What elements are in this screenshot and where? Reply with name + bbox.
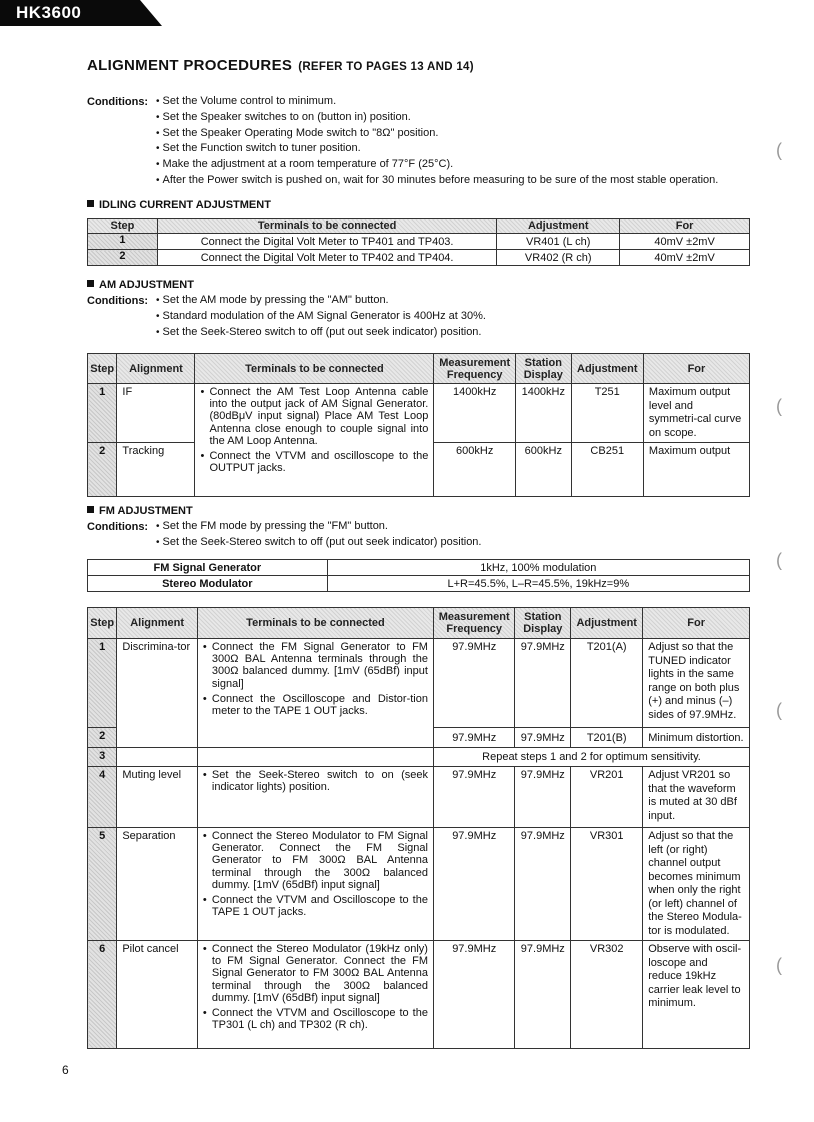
station-cell: 97.9MHz: [515, 828, 571, 941]
table-row: [88, 576, 750, 592]
for-cell: Adjust so that the left (or right) channel output becomes minimum when only the right (or left) channel of the Stereo Modula-tor is modulated.: [643, 828, 750, 941]
condition-item: • After the Power switch is pushed on, wait for 30 minutes before measuring to be sure of the most stable operation.: [156, 173, 718, 189]
table-row: [88, 639, 750, 728]
idling-heading-text: IDLING CURRENT ADJUSTMENT: [99, 199, 271, 211]
terminals-list: [203, 830, 428, 918]
adjustment-cell: VR402 (R ch): [497, 250, 620, 266]
col-header: Step: [88, 354, 117, 384]
step-cell: 1: [88, 639, 117, 728]
am-conditions-label: Conditions:: [87, 295, 149, 307]
terminals-cell: [197, 748, 433, 767]
idling-heading: [87, 199, 271, 211]
adjustment-cell: VR201: [571, 767, 643, 828]
table-row: [88, 234, 750, 250]
condition-item: • Set the Seek-Stereo switch to off (put out seek indicator) position.: [156, 535, 481, 551]
for-cell: Maximum output level and symmetri-cal curve on scope.: [643, 384, 749, 443]
condition-item: • Set the Speaker Operating Mode switch to "8Ω" position.: [156, 126, 718, 142]
conditions-list: [156, 94, 718, 189]
freq-cell: 97.9MHz: [433, 941, 514, 1049]
condition-item: • Set the Function switch to tuner position.: [156, 141, 718, 157]
page-title: [87, 57, 474, 74]
binding-hole-mark: (: [776, 550, 782, 570]
col-header: Terminals to be connected: [195, 354, 434, 384]
adjustment-cell: VR301: [571, 828, 643, 941]
step-cell: 2: [88, 443, 117, 497]
station-cell: 97.9MHz: [515, 941, 571, 1049]
alignment-cell: Discrimina-tor: [117, 639, 198, 748]
step-cell: 1: [88, 234, 158, 250]
step-cell: 2: [88, 728, 117, 748]
col-header: Terminals to be connected: [157, 219, 496, 234]
station-cell: 97.9MHz: [515, 639, 571, 728]
fm-generator-table: [87, 559, 750, 592]
table-row: [88, 828, 750, 941]
col-header: Adjustment: [497, 219, 620, 234]
terminal-step: • Connect the Oscilloscope and Distor-tion meter to the TAPE 1 OUT jacks.: [203, 693, 428, 717]
fm-table: [87, 607, 750, 1049]
table-row: [88, 767, 750, 828]
terminal-step: • Connect the Stereo Modulator to FM Signal Generator. Connect the FM Signal Generator to FM 300Ω BAL Antenna terminal through the 300Ω balanced dummy. [1mV (65dBf) input signal]: [203, 830, 428, 891]
merged-note-cell: Repeat steps 1 and 2 for optimum sensitivity.: [433, 748, 749, 767]
condition-item: • Set the Speaker switches to on (button in) position.: [156, 110, 718, 126]
terminals-cell: [197, 941, 433, 1049]
col-header: Measurement Frequency: [433, 608, 514, 639]
freq-cell: 97.9MHz: [433, 828, 514, 941]
col-header: Terminals to be connected: [197, 608, 433, 639]
fm-conditions-list: [156, 519, 481, 551]
binding-hole-mark: (: [776, 140, 782, 160]
alignment-cell: IF: [117, 384, 195, 443]
freq-cell: 97.9MHz: [433, 639, 514, 728]
col-header: Step: [88, 608, 117, 639]
freq-cell: 97.9MHz: [433, 728, 514, 748]
title-reference: (REFER TO PAGES 13 AND 14): [298, 61, 474, 73]
for-cell: Adjust VR201 so that the waveform is muted at 30 dBf input.: [643, 767, 750, 828]
table-row: [88, 384, 750, 443]
col-header: Adjustment: [571, 354, 643, 384]
idling-table: [87, 218, 750, 266]
alignment-cell: Separation: [117, 828, 198, 941]
col-header: For: [620, 219, 750, 234]
for-cell: Adjust so that the TUNED indicator lights in the same range on both plus (+) and minus (–) sides of 97.9MHz.: [643, 639, 750, 728]
model-name: HK3600: [16, 3, 82, 22]
terminal-step: • Connect the VTVM and Oscilloscope to the TAPE 1 OUT jacks.: [203, 894, 428, 918]
adjustment-cell: CB251: [571, 443, 643, 497]
alignment-cell: Pilot cancel: [117, 941, 198, 1049]
adjustment-cell: T251: [571, 384, 643, 443]
condition-item: • Set the AM mode by pressing the "AM" button.: [156, 293, 486, 309]
terminal-step: • Set the Seek-Stereo switch to on (seek indicator lights) position.: [203, 769, 428, 793]
conditions-label: Conditions:: [87, 96, 149, 108]
am-heading: [87, 279, 194, 291]
terminal-step: • Connect the VTVM and Oscilloscope to the TP301 (L ch) and TP302 (R ch).: [203, 1007, 428, 1031]
table-row: [88, 941, 750, 1049]
adjustment-cell: T201(B): [571, 728, 643, 748]
terminal-step: • Connect the AM Test Loop Antenna cable into the output jack of AM Signal Generator. (80dBμV input signal) Place AM Test Loop Antenna close enough to couple signal into the AM Loop Antenna.: [200, 386, 428, 447]
col-header: For: [643, 608, 750, 639]
col-header: Alignment: [117, 354, 195, 384]
fm-heading-text: FM ADJUSTMENT: [99, 505, 193, 517]
terminals-cell: [197, 767, 433, 828]
col-header: Adjustment: [571, 608, 643, 639]
title-main: ALIGNMENT PROCEDURES: [87, 57, 293, 74]
am-conditions-list: [156, 293, 486, 340]
for-cell: 40mV ±2mV: [620, 250, 750, 266]
station-cell: 97.9MHz: [515, 767, 571, 828]
freq-cell: 600kHz: [434, 443, 516, 497]
terminal-step: • Connect the VTVM and oscilloscope to the OUTPUT jacks.: [200, 450, 428, 474]
generator-label: Stereo Modulator: [88, 576, 328, 592]
generator-value: L+R=45.5%, L–R=45.5%, 19kHz=9%: [327, 576, 749, 592]
col-header: Alignment: [117, 608, 198, 639]
terminals-cell: Connect the Digital Volt Meter to TP402 and TP404.: [157, 250, 496, 266]
am-heading-text: AM ADJUSTMENT: [99, 279, 194, 291]
terminals-list: [203, 769, 428, 793]
step-cell: 5: [88, 828, 117, 941]
terminal-step: • Connect the Stereo Modulator (19kHz only) to FM Signal Generator. Connect the FM Signal Generator to FM 300Ω BAL Antenna terminal through the 300Ω balanced dummy. [1mV (65dBf) input signal]: [203, 943, 428, 1004]
condition-item: • Set the FM mode by pressing the "FM" button.: [156, 519, 481, 535]
section-bullet-icon: [87, 506, 94, 513]
table-row: [88, 748, 750, 767]
col-header: For: [643, 354, 749, 384]
condition-item: • Set the Volume control to minimum.: [156, 94, 718, 110]
fm-conditions-label: Conditions:: [87, 521, 149, 533]
step-cell: 1: [88, 384, 117, 443]
alignment-cell: Tracking: [117, 443, 195, 497]
col-header: Station Display: [516, 354, 572, 384]
terminals-list: [203, 943, 428, 1031]
for-cell: Observe with oscil-loscope and reduce 19kHz carrier leak level to minimum.: [643, 941, 750, 1049]
am-table: [87, 353, 750, 497]
freq-cell: 1400kHz: [434, 384, 516, 443]
step-cell: 3: [88, 748, 117, 767]
condition-item: • Set the Seek-Stereo switch to off (put out seek indicator) position.: [156, 325, 486, 341]
for-cell: Minimum distortion.: [643, 728, 750, 748]
condition-item: • Standard modulation of the AM Signal Generator is 400Hz at 30%.: [156, 309, 486, 325]
table-row: [88, 560, 750, 576]
terminal-step: • Connect the FM Signal Generator to FM 300Ω BAL Antenna terminals through the 300Ω balanced dummy. [1mV (65dBf) input signal]: [203, 641, 428, 690]
station-cell: 97.9MHz: [515, 728, 571, 748]
generator-value: 1kHz, 100% modulation: [327, 560, 749, 576]
col-header: Station Display: [515, 608, 571, 639]
section-bullet-icon: [87, 200, 94, 207]
col-header: Step: [88, 219, 158, 234]
terminals-list: [200, 386, 428, 474]
binding-hole-mark: (: [776, 396, 782, 416]
terminals-list: [203, 641, 428, 717]
model-header-tab: [0, 0, 162, 26]
for-cell: 40mV ±2mV: [620, 234, 750, 250]
section-bullet-icon: [87, 280, 94, 287]
terminals-cell: [197, 828, 433, 941]
adjustment-cell: T201(A): [571, 639, 643, 728]
binding-hole-mark: (: [776, 955, 782, 975]
step-cell: 2: [88, 250, 158, 266]
page-number: 6: [62, 1063, 69, 1077]
alignment-cell: [117, 748, 198, 767]
condition-item: • Make the adjustment at a room temperature of 77°F (25°C).: [156, 157, 718, 173]
step-cell: 6: [88, 941, 117, 1049]
adjustment-cell: VR401 (L ch): [497, 234, 620, 250]
terminals-cell: [195, 384, 434, 497]
station-cell: 600kHz: [516, 443, 572, 497]
terminals-cell: Connect the Digital Volt Meter to TP401 and TP403.: [157, 234, 496, 250]
fm-heading: [87, 505, 193, 517]
col-header: Measurement Frequency: [434, 354, 516, 384]
terminals-cell: [197, 639, 433, 748]
adjustment-cell: VR302: [571, 941, 643, 1049]
generator-label: FM Signal Generator: [88, 560, 328, 576]
step-cell: 4: [88, 767, 117, 828]
freq-cell: 97.9MHz: [433, 767, 514, 828]
table-row: [88, 250, 750, 266]
station-cell: 1400kHz: [516, 384, 572, 443]
binding-hole-mark: (: [776, 700, 782, 720]
alignment-cell: Muting level: [117, 767, 198, 828]
for-cell: Maximum output: [643, 443, 749, 497]
